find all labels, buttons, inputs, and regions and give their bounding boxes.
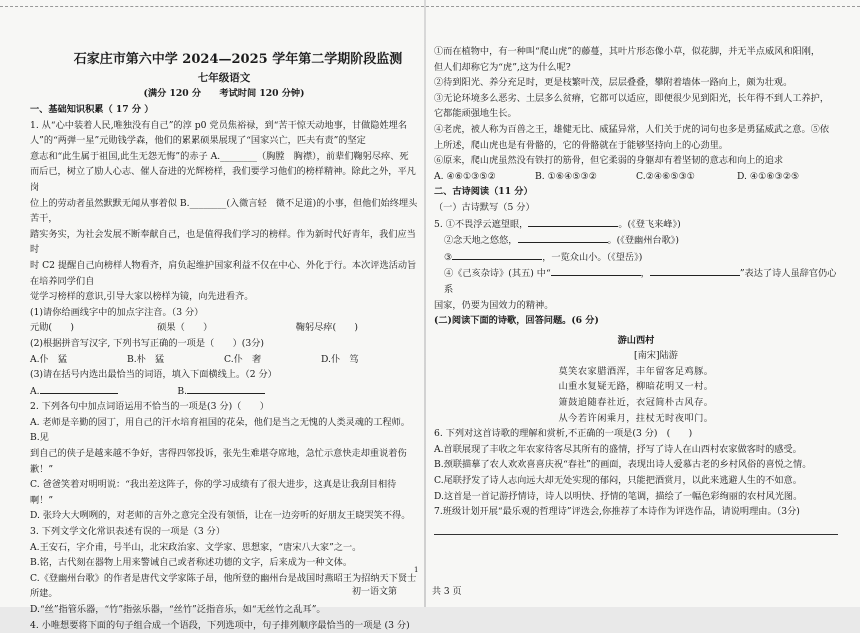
option-b[interactable]: B.朴 猛: [127, 353, 165, 365]
q1-sub-1: (1)请你给画线字中的加点字注音。（3 分）: [30, 306, 204, 318]
q3-option[interactable]: B.铭，古代刻在器物上用来警诫自己或者称述功德的文字，后来成为一种文体。: [30, 557, 353, 569]
option-b[interactable]: B. ①⑥④⑤③②: [535, 170, 598, 182]
top-dashed-line: [0, 6, 860, 7]
option-a[interactable]: A. ④⑥①③⑤②: [434, 170, 496, 182]
q5-4-blank-1[interactable]: [551, 265, 641, 276]
option-a[interactable]: A.仆 猛: [30, 353, 68, 365]
q1-line: 而后已，树立了励人心志、催人奋进的光辉榜样，我们要学习他们的榜样精神。除此之外，平凡岗: [30, 166, 416, 193]
poem-line: 从今若许闲乘月，拄杖无时夜叩门。: [558, 412, 714, 424]
q6-option[interactable]: B.颈联描摹了农人欢欢喜喜庆祝“春社”的画面，表现出诗人爱慕古老的乡村风俗的喜悦之情。: [434, 459, 812, 471]
option-d[interactable]: D. ④①⑥③②⑤: [737, 170, 800, 182]
q5-3-blank[interactable]: [452, 249, 542, 260]
option-c[interactable]: C.仆 奢: [224, 353, 262, 365]
subsection-2-heading: (二)阅读下面的诗歌，回答问题。(6 分): [434, 315, 599, 327]
q5-2-blank[interactable]: [518, 232, 608, 243]
q4-sentence: ⑥原来，爬山虎虽然没有铁打的筋骨，但它柔弱的身躯却有着坚韧的意志和向上的追求: [434, 155, 784, 167]
right-column: [434, 44, 838, 535]
exam-title: 石家庄市第六中学 2024—2025 学年第二学期阶段监测: [73, 52, 403, 67]
pinyin-item[interactable]: 元勋( ): [30, 322, 74, 334]
q4-sentence: 上所述，爬山虎也是有骨骼的，它的骨骼就在于能够坚持向上的心劲里。: [434, 139, 728, 151]
q3-option[interactable]: A.王安石，字介甫，号半山，北宋政治家、文学家、思想家，“唐宋八大家”之一。: [30, 541, 362, 553]
q2-option[interactable]: A. 老师是辛勤的园丁，用自己的汗水培育祖国的花朵，他们是当之无愧的人类灵魂的工程师。B.见: [30, 416, 410, 444]
poem-line: 山重水复疑无路，柳暗花明又一村。: [558, 381, 714, 393]
q7-answer-line[interactable]: [434, 524, 838, 535]
q4-sentence: 但人们却称它为“虎”,这为什么呢?: [434, 61, 571, 73]
q4-options: [434, 169, 838, 185]
q1-sub-3: (3)请在括号内选出最恰当的词语，填入下面横线上。（2 分）: [30, 369, 277, 381]
section-1-heading: 一、基础知识积累（ 17 分 ）: [30, 104, 154, 115]
option-d[interactable]: D.仆 笃: [321, 353, 359, 365]
answer-b-blank[interactable]: [187, 383, 265, 394]
question-6: 6. 下列对这首诗歌的理解和赏析,不正确的一项是(3 分) ( ): [434, 428, 693, 440]
q5-4-blank-2[interactable]: [650, 265, 740, 276]
question-1-passage: [30, 118, 418, 305]
pinyin-item[interactable]: 鞠躬尽瘁( ): [295, 322, 358, 334]
q5-item-2: [434, 232, 838, 249]
q4-sentence: ④老虎，被人称为百兽之王，雄健无比、威猛异常，人们关于虎的词句也多是勇猛威武之意。⑤依: [434, 123, 830, 135]
q1-sub-1-items: [30, 320, 418, 336]
q5-1-source: 。(《登飞来峰》): [618, 218, 681, 230]
footer-page-number: 1: [414, 566, 419, 574]
q1-line: 位上的劳动者虽然默默无闻从事着似 B.________(入微言轻 微不足道)的小事，但他们始终埋头苦干，: [30, 197, 418, 225]
q1-line: 踏实务实，为社会发展不断奉献自己，也是值得我们学习的榜样。作为新时代好青年，我们应当时: [30, 228, 416, 256]
poem-title: 游山西村: [617, 334, 655, 346]
q5-2-prompt: ②念天地之悠悠，: [444, 235, 518, 247]
section-2-heading: 二、古诗阅读（11 分）: [434, 186, 533, 198]
subsection-1-heading: （一）古诗默写（5 分）: [434, 201, 535, 213]
q5-4-comma: ，: [640, 268, 650, 280]
question-3: 3. 下列文学文化常识表述有误的一项是（3 分）: [30, 526, 226, 538]
q1-sub-3-answers: [30, 383, 418, 400]
q5-3-source: ，一览众山小。（《望岳》): [542, 251, 643, 263]
footer-total-pages: 共 3 页: [432, 587, 462, 597]
q5-2-source: 。(《登幽州台歌》): [607, 235, 679, 247]
exam-subject: 七年级语文: [197, 72, 251, 84]
answer-a-label: A.: [30, 385, 40, 397]
q5-item-1: [434, 216, 838, 233]
q5-4-prompt: ④《己亥杂诗》(其五) 中“: [444, 268, 551, 280]
q6-option[interactable]: D.这首是一首记游抒情诗，诗人以明快、抒情的笔调，描绘了一幅色彩绚丽的农村风光图。: [434, 490, 803, 502]
q6-option[interactable]: C.尾联抒发了诗人志向远大却无处实现的郁闷，只能把酒赏月，以此来逃避人生的不如意。: [434, 475, 802, 487]
q1-line: 人”的“两弹一星”元勋钱学森，他们的累累硕果展现了“国家兴亡，匹夫有责”的坚定: [30, 135, 366, 147]
exam-meta: (满分 120 分 考试时间 120 分钟): [143, 88, 305, 99]
q3-option[interactable]: C.《登幽州台歌》的作者是唐代文学家陈子昂，他所登的幽州台是战国时燕昭王为招纳天下贤士: [30, 572, 417, 584]
q6-option[interactable]: A.首联展现了丰收之年农家待客尽其所有的盛情，抒写了诗人在山西村农家做客时的感受。: [434, 443, 802, 455]
q5-1-prompt: 5. ①不畏浮云遮望眼，: [434, 218, 529, 230]
answer-b-label: B.: [177, 385, 188, 397]
page-fold: [424, 0, 426, 607]
question-7: 7.班级计划开展“最乐观的哲理诗”评选会,你推荐了本诗作为评选作品，请说明理由。（3分): [434, 506, 800, 518]
question-4: 4. 小唯想要将下面的句子组合成一个语段，下列选项中，句子排列顺序最恰当的一项是 (3 分): [30, 619, 410, 631]
q1-sub-2: (2)根据拼音写汉字, 下列书写正确的一项是（ ）(3分): [30, 337, 264, 349]
question-2: 2. 下列各句中加点词语运用不恰当的一项是(3 分)（ ）: [30, 401, 269, 413]
q4-sentence: 它都能顽强地生长。: [434, 108, 517, 120]
q2-option[interactable]: 到自己的侠子是越来越不争好，害得四邻投诉，张先生难堪夺席地，急忙示意快走却重说着伤歉！”: [30, 448, 407, 475]
q1-line: 时 C2 提醒自己向榜样人物看齐，肩负起维护国家利益不仅在中心、外化于行。本次评选活动旨在培养同学们自: [30, 259, 417, 287]
poem-author: [南宋]陆游: [634, 350, 678, 362]
q4-sentence: ③无论环境多么恶劣、土层多么贫瘠，它都可以适应，即便很少见到阳光，长年得不到人工养护，: [434, 92, 830, 104]
q5-item-4: [434, 265, 838, 297]
q5-item-4-cont: 国家，仍要为国效力的精神。: [434, 299, 554, 311]
poem-line: 莫笑农家腊酒浑，丰年留客足鸡豚。: [558, 365, 714, 377]
q1-line: 1. 从“心中装着人民,唯独没有自己”的淳 p0 党员焦裕禄，到“苦干惊天动地事，甘做隐姓埋名: [30, 119, 408, 131]
answer-a-blank[interactable]: [40, 383, 118, 394]
left-column: [30, 50, 418, 633]
q1-sub-2-options: [30, 352, 418, 368]
q5-3-prompt: ③: [444, 251, 453, 263]
footer-subject: 初一语文第: [352, 587, 398, 597]
q2-option[interactable]: C. 爸爸笑着对明明说：“我出差这阵子，你的学习成绩有了很大进步，这真是让我刮目相待啊！”: [30, 479, 397, 506]
option-c[interactable]: C.②④⑥⑤③①: [636, 170, 696, 182]
q5-item-3: [434, 249, 838, 266]
q3-option[interactable]: D.“丝”指管乐器，“竹”指弦乐器，“丝竹”泛指音乐，如“无丝竹之乱耳”。: [30, 604, 326, 615]
q3-option[interactable]: 所建。: [30, 588, 58, 600]
pinyin-item[interactable]: 硕果（ ）: [157, 322, 213, 334]
q1-line: 觉学习榜样的意识,引导大家以榜样为镜，向先进看齐。: [30, 291, 254, 303]
q1-line: 意志和“此生属于祖国,此生无怨无悔”的赤子 A.________（胸膛 胸襟），前辈们鞠躬尽瘁、死: [30, 150, 409, 162]
q5-1-blank[interactable]: [528, 216, 618, 227]
q5-4-tail: ”表达了诗人虽辞官仍心系: [444, 268, 837, 295]
q2-option[interactable]: D. 张玲大大咧咧的，对老师的言外之意完全没有领悟，让在一边旁听的好朋友王晓哭笑不得。: [30, 510, 411, 522]
poem-line: 箫鼓追随春社近，衣冠简朴古风存。: [558, 397, 714, 409]
q4-sentence: ①而在植物中，有一种叫“爬山虎”的藤蔓，其叶片形态像小草，似花脚，并无半点威风和阳刚，: [434, 46, 821, 57]
q4-sentence: ②待到阳光、养分充足时，更是枝繁叶茂，层层叠叠，攀附着墙体一路向上，颇为壮观。: [434, 77, 793, 89]
